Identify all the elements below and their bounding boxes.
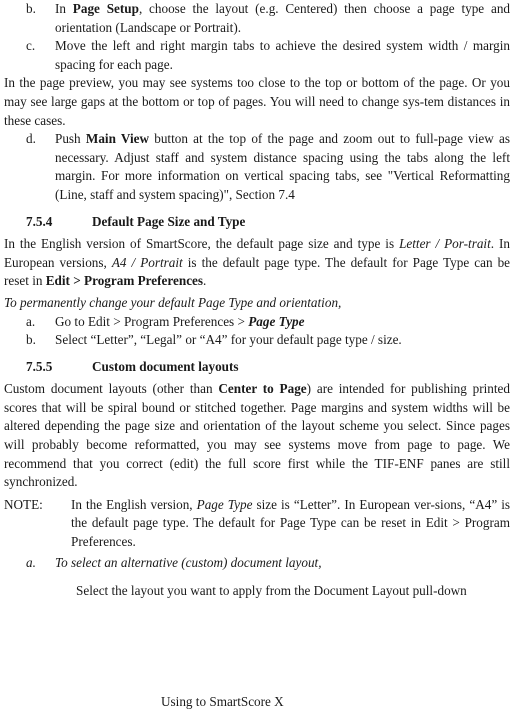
main-view-term: Main View [85,131,149,147]
page-footer: Using to SmartScore X [161,694,284,709]
list-marker: b. [26,332,36,348]
perm-item-a: a. Go to Edit > Program Preferences > Page Type [4,313,510,332]
list-marker: d. [26,131,36,147]
perm-intro: To permanently change your default Page Type and orientation, [4,294,342,310]
list-item-b: b. In Page Setup, choose the layout (e.g. Centered) then choose a page type and orientation (Landscape or Portrait). [26,1,511,35]
perm-item-b: b. Select “Letter”, “Legal” or “A4” for your default page type / size. [4,331,510,350]
page-setup-term: Page Setup [72,1,139,16]
paragraph-custom-layouts: Custom document layouts (other than Center to Page) are intended for publishing printed scores that will be spiral bound or stitched together. Page margins and system widths will be altered depending the page size and orientation of the layout scheme you select. Since pages will probably become reformatted, you may see systems move from page to page. We recommend that you correct (edit) the full score first while the TIF-ENF panes are still synchronized. [4,381,511,490]
custom-item-a: a. To select an alternative (custom) document layout, [4,554,510,573]
list-item-c: c. Move the left and right margin tabs to achieve the desired system width / margin spacing for each page. [26,38,510,72]
section-number: 7.5.4 [26,213,53,229]
section-title: Default Page Size and Type [92,213,246,229]
note-block: NOTE: In the English version, Page Type size is “Letter”. In European ver-sions, “A4” is the default page type. The default for Page Type can be reset in Edit > Program Preferences. [4,496,511,550]
list-marker: a. [26,313,36,329]
list-item-d: d. Push Main View button at the top of the page and zoom out to full-page view as necessary. Adjust staff and system distance spacing using the tabs along the left margin. For more information on vertical spacing tabs, see "Vertical Reformatting (Line, staff and system spacing)", Section 7.4 [26,131,511,202]
list-marker: a. [26,554,36,570]
select-line: Select the layout you want to apply from the Document Layout pull-down [76,583,467,599]
note-label: NOTE: [4,496,43,512]
section-number: 7.5.5 [26,358,53,374]
list-marker: b. [26,1,36,16]
section-heading-754 [4,213,510,232]
paragraph-default-size: In the English version of SmartScore, the default page size and type is Letter / Por-trait. In European versions, A4 / Portrait is the default page type. The default for Page Type can be reset in Edit > Program Preferences. [4,236,511,289]
document-page [4,0,510,601]
list-marker: c. [26,38,36,54]
section-title: Custom document layouts [92,358,239,374]
section-heading-755 [4,358,510,377]
paragraph-preview: In the page preview, you may see systems too close to the top or bottom of the page. Or you may see large gaps at the bottom or top of pages. You will need to change sys-tem distances in these cases. [4,75,510,128]
